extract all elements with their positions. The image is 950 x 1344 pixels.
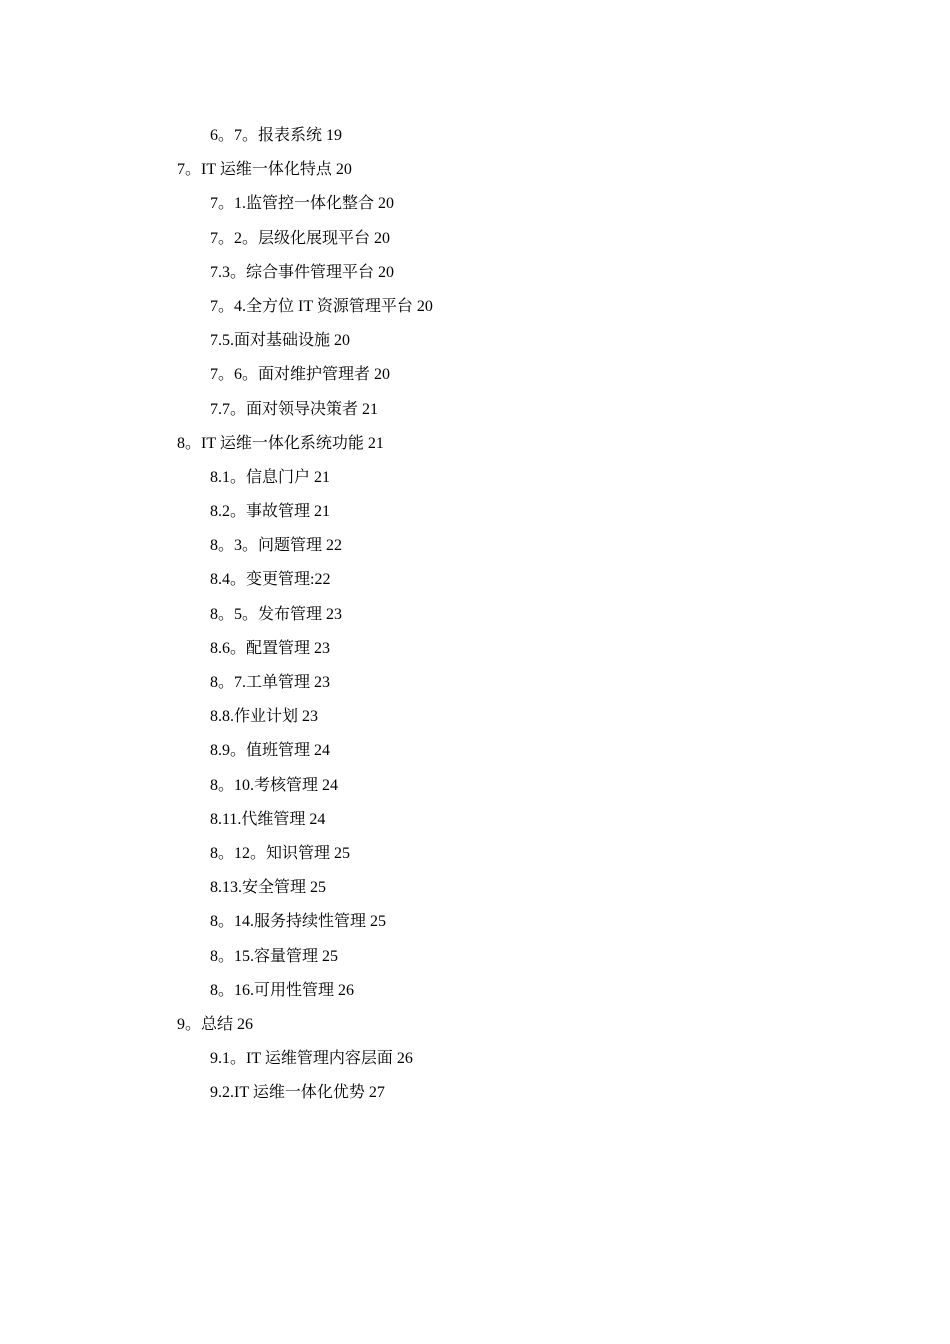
toc-entry-8-4[interactable] <box>0 563 950 597</box>
toc-entry-text: 8。15.容量管理 25 <box>210 947 339 965</box>
toc-entry-7-5[interactable] <box>0 324 950 358</box>
toc-entry-text: 9。总结 26 <box>177 1015 254 1033</box>
toc-entry-text: 8.6。配置管理 23 <box>210 639 331 657</box>
toc-entry-7-7[interactable] <box>0 393 950 427</box>
toc-entry-text: 9.2.IT 运维一体化优势 27 <box>210 1084 385 1102</box>
toc-entry-8[interactable] <box>0 427 950 461</box>
toc-entry-8-12[interactable] <box>0 837 950 871</box>
toc-entry-text: 8.8.作业计划 23 <box>210 708 319 726</box>
toc-entry-7-6[interactable] <box>0 358 950 392</box>
toc-entry-text: 8。3。问题管理 22 <box>210 537 343 555</box>
toc-entry-text: 9.1。IT 运维管理内容层面 26 <box>210 1050 413 1068</box>
table-of-contents <box>0 119 950 1110</box>
toc-entry-text: 8.9。值班管理 24 <box>210 742 331 760</box>
toc-entry-text: 8.2。事故管理 21 <box>210 503 331 521</box>
toc-entry-text: 7。6。面对维护管理者 20 <box>210 366 391 384</box>
toc-entry-text: 8。10.考核管理 24 <box>210 776 339 794</box>
toc-entry-text: 7.5.面对基础设施 20 <box>210 332 351 350</box>
toc-entry-7-2[interactable] <box>0 222 950 256</box>
toc-entry-text: 8。IT 运维一体化系统功能 21 <box>177 434 384 452</box>
toc-entry-text: 8.13.安全管理 25 <box>210 879 327 897</box>
toc-entry-7-4[interactable] <box>0 290 950 324</box>
toc-entry-text: 7.3。综合事件管理平台 20 <box>210 263 395 281</box>
toc-entry-8-15[interactable] <box>0 940 950 974</box>
toc-entry-9[interactable] <box>0 1008 950 1042</box>
toc-entry-7[interactable] <box>0 153 950 187</box>
toc-entry-8-2[interactable] <box>0 495 950 529</box>
toc-entry-8-13[interactable] <box>0 871 950 905</box>
toc-entry-text: 7。4.全方位 IT 资源管理平台 20 <box>210 297 433 315</box>
toc-entry-6-7[interactable] <box>0 119 950 153</box>
toc-entry-text: 8。14.服务持续性管理 25 <box>210 913 387 931</box>
toc-entry-8-10[interactable] <box>0 769 950 803</box>
toc-entry-text: 8。5。发布管理 23 <box>210 605 343 623</box>
toc-entry-text: 7。2。层级化展现平台 20 <box>210 229 391 247</box>
toc-entry-text: 8.1。信息门户 21 <box>210 468 331 486</box>
toc-entry-8-14[interactable] <box>0 905 950 939</box>
toc-entry-text: 7。IT 运维一体化特点 20 <box>177 161 352 179</box>
toc-entry-8-5[interactable] <box>0 598 950 632</box>
toc-entry-8-7[interactable] <box>0 666 950 700</box>
toc-entry-text: 8。7.工单管理 23 <box>210 674 331 691</box>
toc-entry-text: 8.4。变更管理:22 <box>210 571 331 589</box>
toc-entry-text: 7。1.监管控一体化整合 20 <box>210 195 395 213</box>
toc-entry-text: 7.7。面对领导决策者 21 <box>210 400 379 418</box>
toc-entry-7-3[interactable] <box>0 256 950 290</box>
toc-entry-8-9[interactable] <box>0 734 950 768</box>
toc-entry-text: 8.11.代维管理 24 <box>210 810 326 828</box>
toc-entry-9-1[interactable] <box>0 1042 950 1076</box>
toc-entry-8-11[interactable] <box>0 803 950 837</box>
toc-entry-8-1[interactable] <box>0 461 950 495</box>
toc-entry-8-3[interactable] <box>0 529 950 563</box>
toc-entry-8-8[interactable] <box>0 700 950 734</box>
toc-entry-9-2[interactable] <box>0 1076 950 1110</box>
toc-entry-text: 8。16.可用性管理 26 <box>210 981 355 999</box>
toc-entry-8-6[interactable] <box>0 632 950 666</box>
toc-entry-7-1[interactable] <box>0 187 950 221</box>
toc-entry-text: 6。7。报表系统 19 <box>210 127 343 144</box>
toc-entry-8-16[interactable] <box>0 974 950 1008</box>
toc-entry-text: 8。12。知识管理 25 <box>210 844 351 862</box>
